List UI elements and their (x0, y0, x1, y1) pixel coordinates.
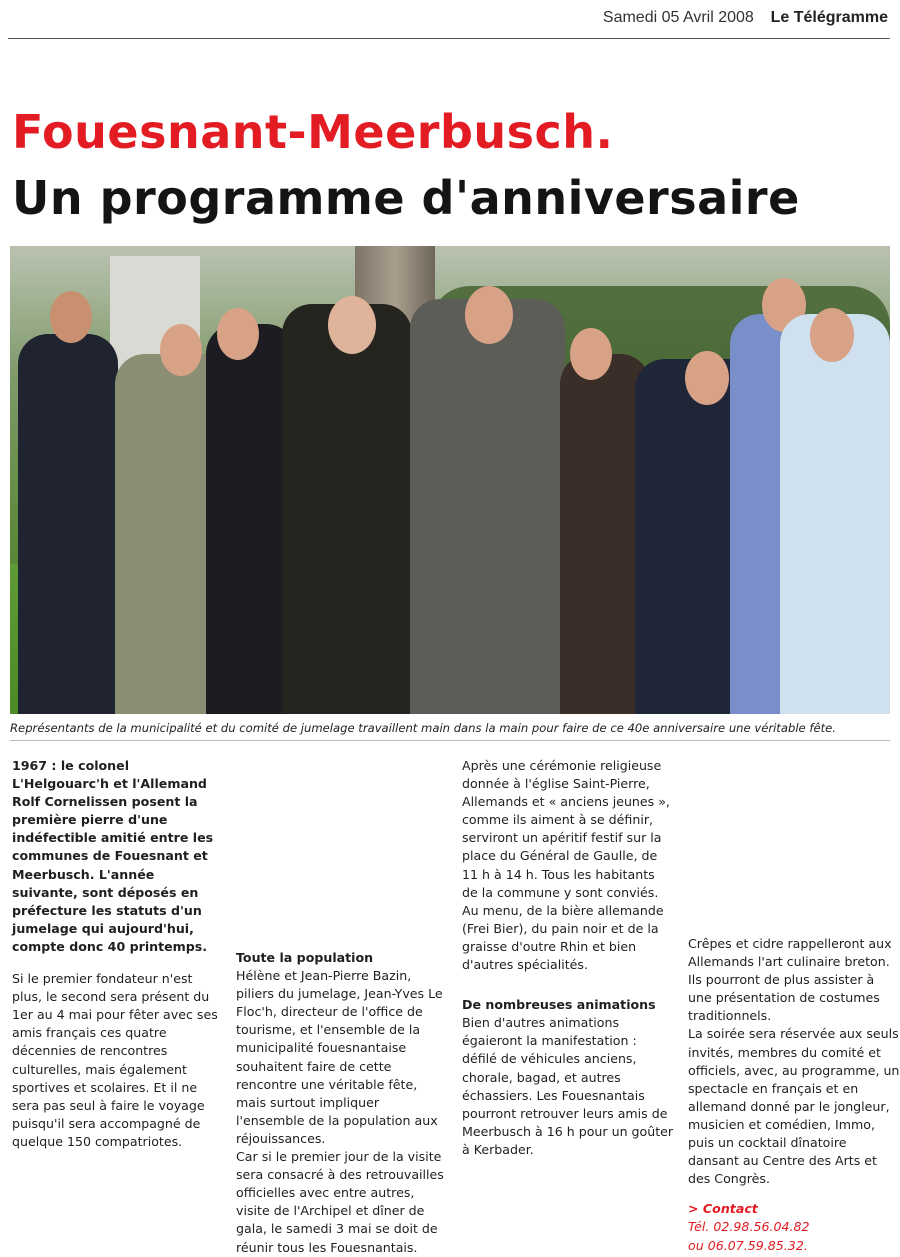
photo-person-head (50, 291, 92, 343)
photo-person (282, 304, 412, 714)
article-paragraph: La soirée sera réservée aux seuls invités, membres du comité et officiels, avec, au programme, un spectacle en français et en allemand donné par le jongleur, musicien et comédien, Immo, puis un cocktail dînatoire dansant au Centre des Arts et des Congrès. (688, 1026, 900, 1187)
photo-person-head (685, 351, 729, 405)
article-paragraph: Hélène et Jean-Pierre Bazin, piliers du jumelage, Jean-Yves Le Floc'h, directeur de l'office de tourisme, et l'ensemble de la municipalité fouesnantaise souhaitent faire de cette rencontre une véritable fête, mais surtout impliquer l'ensemble de la population aux réjouissances. (236, 968, 443, 1146)
photo-caption: Représentants de la municipalité et du comité de jumelage travaillent main dans la main pour faire de ce 40e anniversaire une véritable fête. (10, 721, 836, 735)
article-paragraph: Bien d'autres animations égaieront la manifestation : défilé de véhicules anciens, chorale, bagad, et autres échassiers. Les Fouesnantais pourront retrouver leurs amis de Meerbusch à 16 h pour un goûter à Kerbader. (462, 1015, 674, 1157)
article-paragraph: Crêpes et cidre rappelleront aux Allemands l'art culinaire breton. Ils pourront de plus assister à une présentation de costumes traditionnels. (688, 936, 892, 1024)
newspaper-name: Le Télégramme (770, 9, 888, 26)
issue-date: Samedi 05 Avril 2008 (602, 9, 754, 26)
article-paragraph: Si le premier fondateur n'est plus, le second sera présent du 1er au 4 mai pour fêter avec ses amis français ces quatre décennies de rencontres culturelles, mais également sportives et scolaires. Et il ne sera pas seul à faire le voyage puisqu'il sera accompagné de quelque 150 compatriotes. (12, 971, 218, 1149)
group-photo (10, 246, 890, 714)
contact-phone-alt: ou 06.07.59.85.32. (688, 1237, 808, 1253)
article-title-line1: Fouesnant-Meerbusch. (12, 105, 614, 159)
text-column-4 (688, 935, 900, 1255)
article-title-line2: Un programme d'anniversaire (12, 171, 800, 225)
photo-person (18, 334, 118, 714)
article-paragraph: Après une cérémonie religieuse donnée à l'église Saint-Pierre, Allemands et « anciens jeunes », comme ils aiment à se définir, serviront un apéritif festif sur la place du Général de Gaulle, de 11 h à 14 h. Tous les habitants de la commune y sont conviés. Au menu, de la bière allemande (Frei Bier), du pain noir et de la graisse d'outre Rhin et bien d'autres spécialités. (462, 758, 670, 973)
header-rule (8, 38, 890, 39)
contact-phone: Tél. 02.98.56.04.82 (688, 1219, 810, 1235)
subheading-animations: De nombreuses animations (462, 997, 656, 1013)
photo-person (780, 314, 890, 714)
photo-person-head (217, 308, 259, 360)
article-paragraph: Car si le premier jour de la visite sera consacré à des retrouvailles officielles avec entre autres, visite de l'Archipel et dîner de gala, le samedi 3 mai se doit de réunir tous les Fouesnantais. (236, 1149, 444, 1255)
photo-person-head (810, 308, 854, 362)
photo-person-head (328, 296, 376, 354)
caption-rule (10, 740, 890, 741)
photo-person (410, 299, 565, 714)
article-lead: 1967 : le colonel L'Helgouarc'h et l'Allemand Rolf Cornelissen posent la première pierre d'une indéfectible amitié entre les communes de Fouesnant et Meerbusch. L'année suivante, sont déposés en préfecture les statuts d'un jumelage qui aujourd'hui, compte donc 40 printemps. (12, 758, 214, 954)
text-column-3 (462, 757, 674, 1159)
page-header (0, 8, 888, 34)
photo-person-head (570, 328, 612, 380)
contact-label: > Contact (688, 1201, 758, 1217)
subheading-population: Toute la population (236, 950, 374, 965)
photo-person-head (465, 286, 513, 344)
text-column-1 (12, 757, 224, 1151)
text-column-2 (236, 949, 448, 1257)
photo-person-head (160, 324, 202, 376)
